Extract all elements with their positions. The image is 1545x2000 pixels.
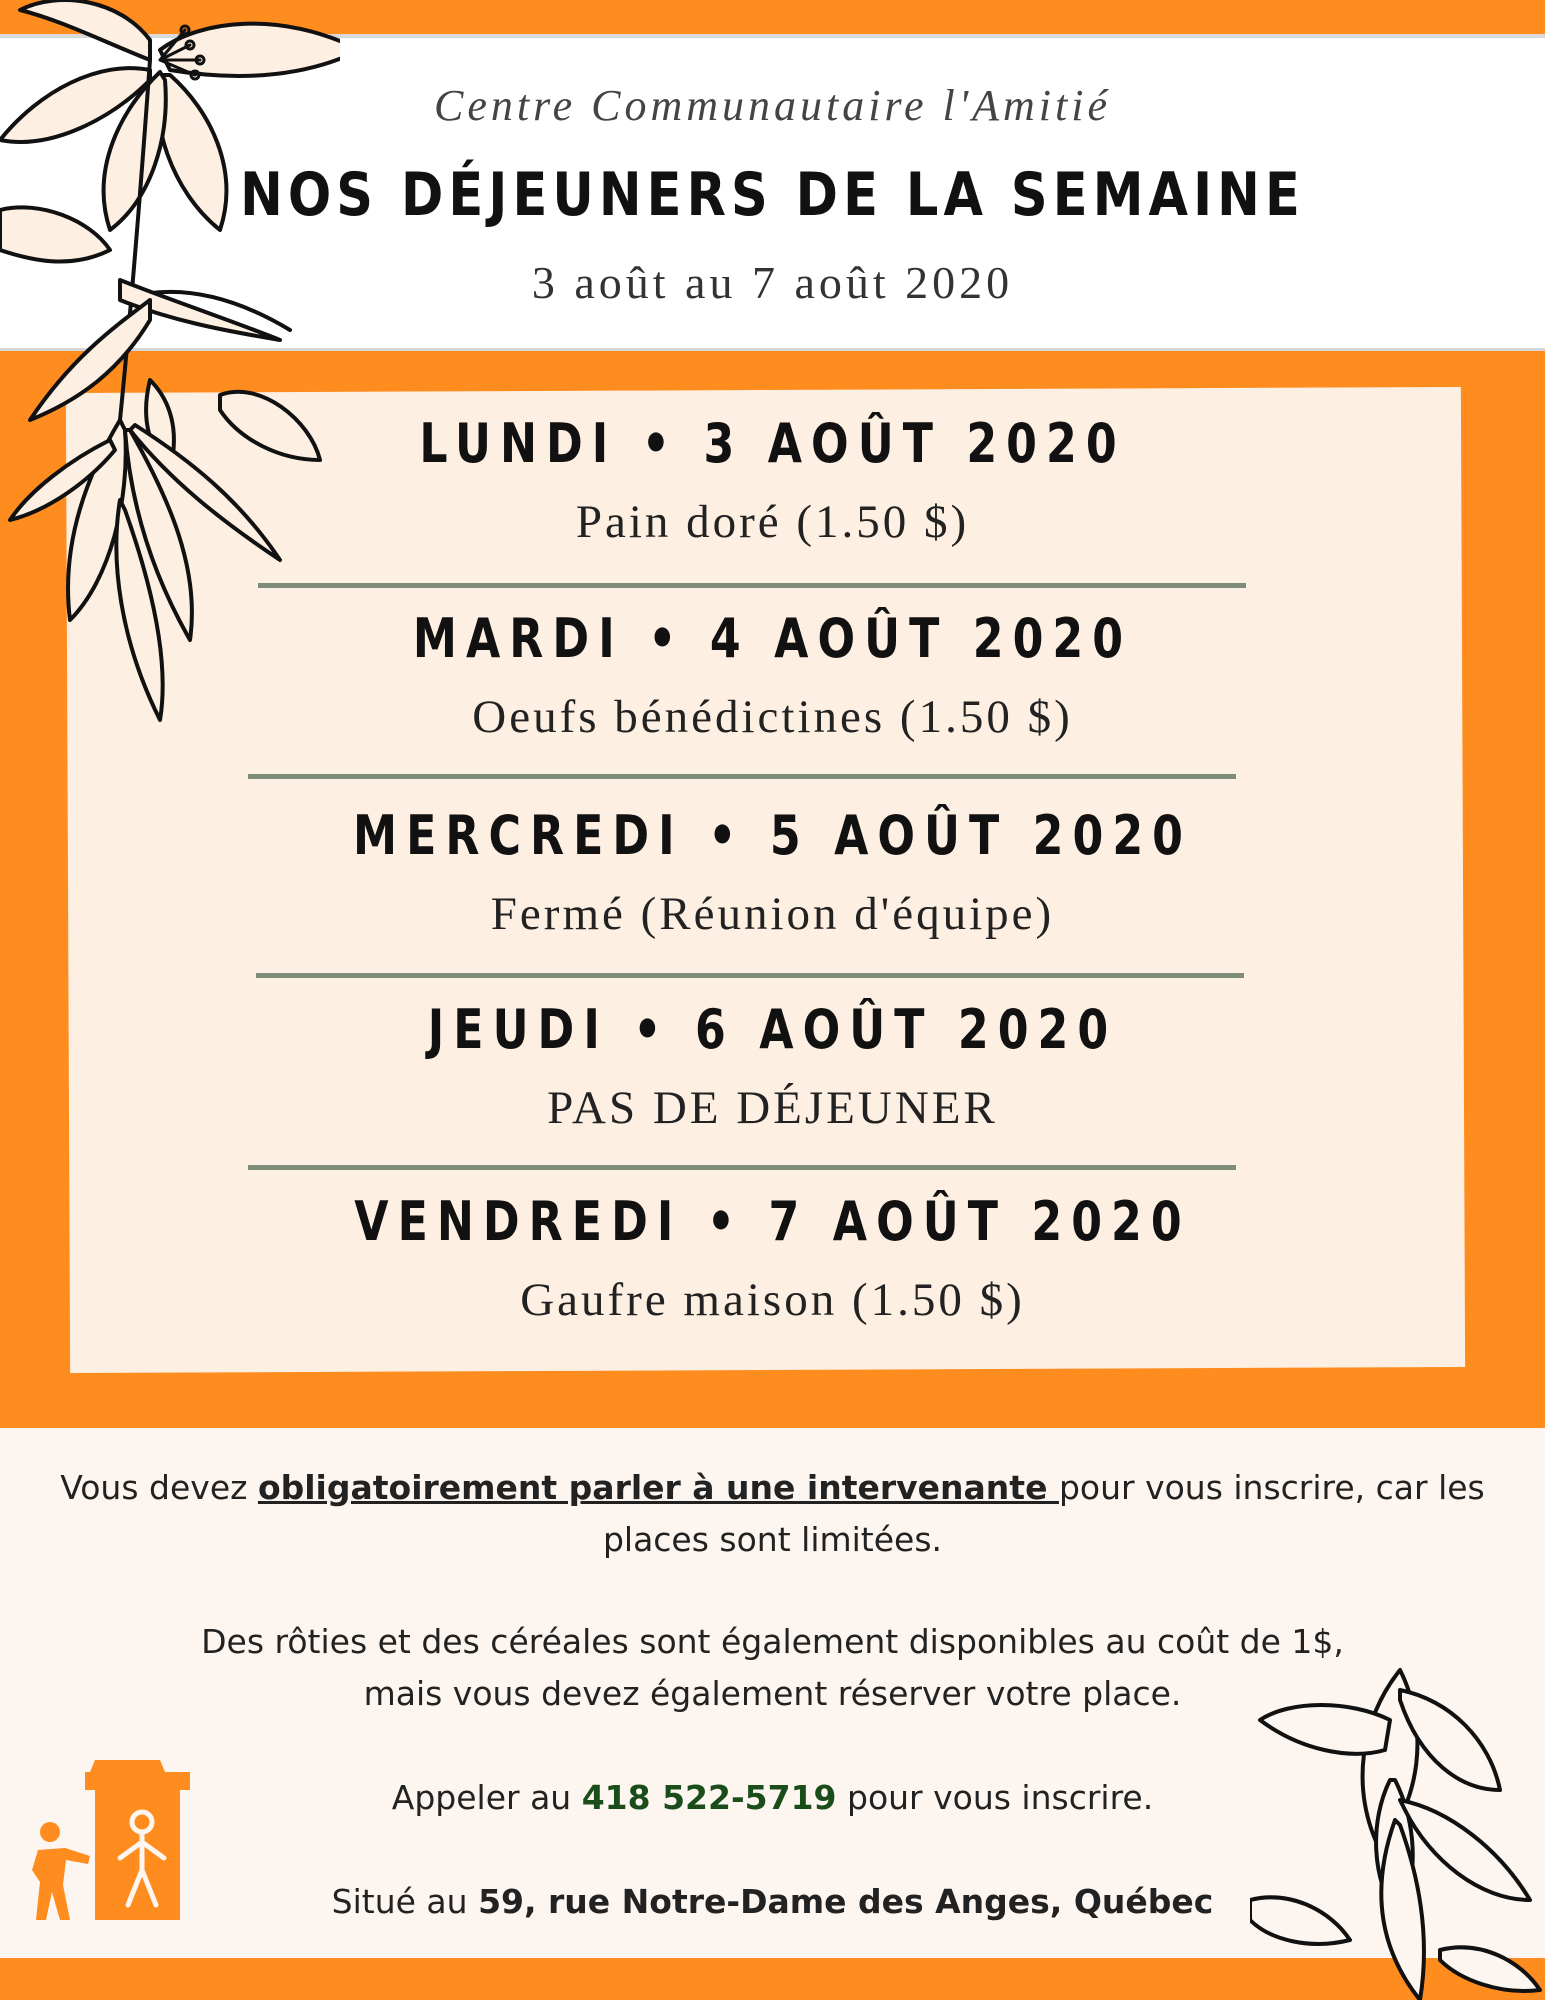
day-title: LUNDI • 3 AOÛT 2020 [419, 412, 1126, 475]
day-meal: Fermé (Réunion d'équipe) [490, 888, 1055, 940]
notice-text: pour vous inscrire, car les [1058, 1468, 1485, 1507]
notice-text: Des rôties et des céréales sont également disponibles au coût de 1$, [201, 1622, 1344, 1661]
day-title: MARDI • 4 AOÛT 2020 [412, 607, 1133, 670]
day-thursday [0, 998, 1545, 1135]
address: 59, rue Notre-Dame des Anges, Québec [478, 1882, 1214, 1921]
flower-bottom-right-illustration [1250, 1660, 1545, 2000]
date-range: 3 août au 7 août 2020 [531, 257, 1014, 308]
day-title: MERCREDI • 5 AOÛT 2020 [352, 804, 1193, 867]
notice-emphasis: obligatoirement parler à une intervenante [257, 1468, 1059, 1507]
family-house-logo [30, 1760, 200, 1920]
registration-notice [0, 1462, 1545, 1566]
day-wednesday [0, 804, 1545, 941]
phone-number[interactable]: 418 522-5719 [581, 1778, 837, 1817]
notice-text: Appeler au [391, 1778, 582, 1817]
divider [256, 973, 1244, 978]
day-meal: Gaufre maison (1.50 $) [520, 1274, 1025, 1326]
flower-top-left-illustration [0, 0, 340, 740]
divider [248, 774, 1236, 779]
organization-name: Centre Communautaire l'Amitié [434, 81, 1111, 130]
day-friday [0, 1190, 1545, 1327]
notice-text: Situé au [331, 1882, 479, 1921]
notice-text: pour vous inscrire. [836, 1778, 1154, 1817]
day-meal: Oeufs bénédictines (1.50 $) [472, 691, 1073, 743]
day-title: JEUDI • 6 AOÛT 2020 [427, 998, 1118, 1061]
notice-text: mais vous devez également réserver votre place. [363, 1674, 1182, 1713]
divider [258, 583, 1246, 588]
day-meal: Pain doré (1.50 $) [575, 496, 970, 548]
notice-text: Vous devez [60, 1468, 258, 1507]
day-title: VENDREDI • 7 AOÛT 2020 [354, 1190, 1191, 1253]
notice-text: places sont limitées. [602, 1520, 943, 1559]
page-title: NOS DÉJEUNERS DE LA SEMAINE [240, 160, 1305, 230]
divider [248, 1165, 1236, 1170]
day-meal: PAS DE DÉJEUNER [547, 1082, 998, 1134]
